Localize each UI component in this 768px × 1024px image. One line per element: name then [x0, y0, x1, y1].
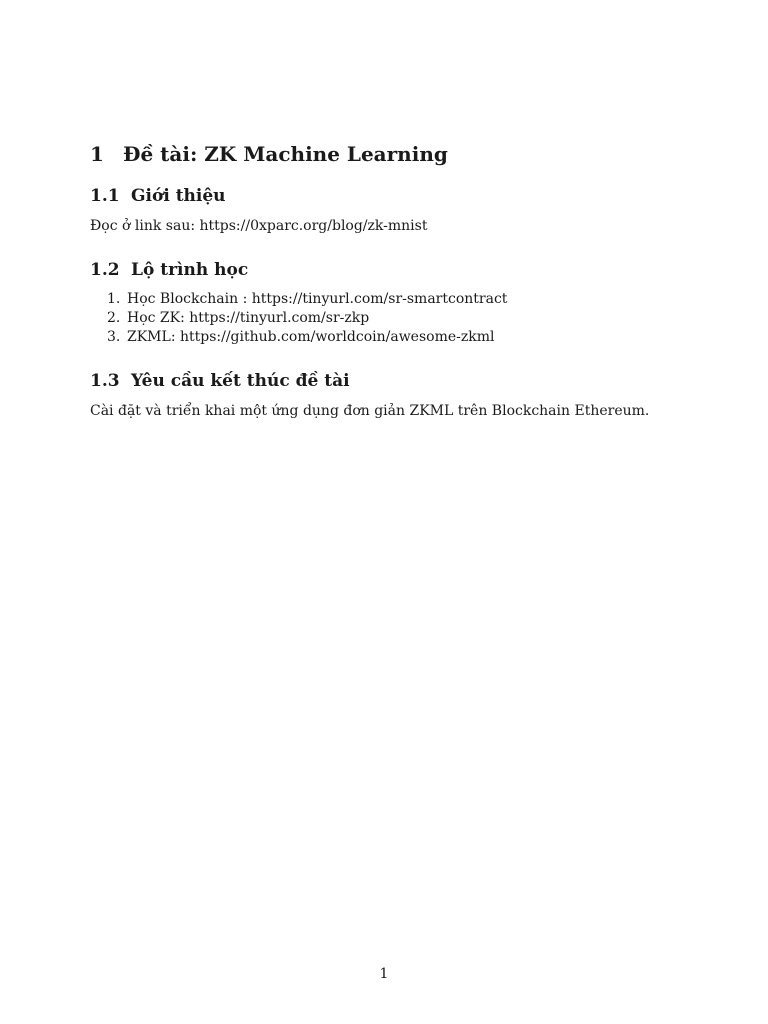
section-heading [90, 369, 690, 393]
main-heading-text: Đề tài: ZK Machine Learning [123, 142, 448, 166]
section-number: 1.3 [90, 371, 120, 391]
list-item-text: Học Blockchain : https://tinyurl.com/sr-smartcontract [127, 291, 508, 307]
section-number: 1.1 [90, 186, 120, 206]
section-number: 1.2 [90, 260, 120, 280]
section-heading [90, 184, 690, 208]
section-title: Yêu cầu kết thúc đề tài [131, 371, 350, 391]
section-completion-requirements [90, 369, 690, 421]
page-number: 1 [379, 966, 389, 982]
introduction-paragraph: Đọc ở link sau: https://0xparc.org/blog/zk-mnist [90, 218, 428, 234]
requirements-paragraph: Cài đặt và triển khai một ứng dụng đơn giản ZKML trên Blockchain Ethereum. [90, 403, 650, 419]
list-item-text: Học ZK: https://tinyurl.com/sr-zkp [127, 310, 370, 326]
section-title: Giới thiệu [131, 186, 226, 206]
section-heading [90, 258, 690, 282]
list-item [107, 290, 690, 309]
section-roadmap [90, 258, 690, 347]
section-introduction [90, 184, 690, 236]
list-item [107, 309, 690, 328]
section-title: Lộ trình học [131, 260, 249, 280]
list-marker: 2. [107, 310, 121, 326]
list-item-text: ZKML: https://github.com/worldcoin/awesome-zkml [127, 329, 495, 345]
main-heading [90, 140, 690, 168]
list-marker: 3. [107, 329, 121, 345]
list-item [107, 328, 690, 347]
list-marker: 1. [107, 291, 121, 307]
page-content [90, 140, 690, 443]
roadmap-list [90, 290, 690, 347]
main-heading-number: 1 [90, 142, 104, 166]
